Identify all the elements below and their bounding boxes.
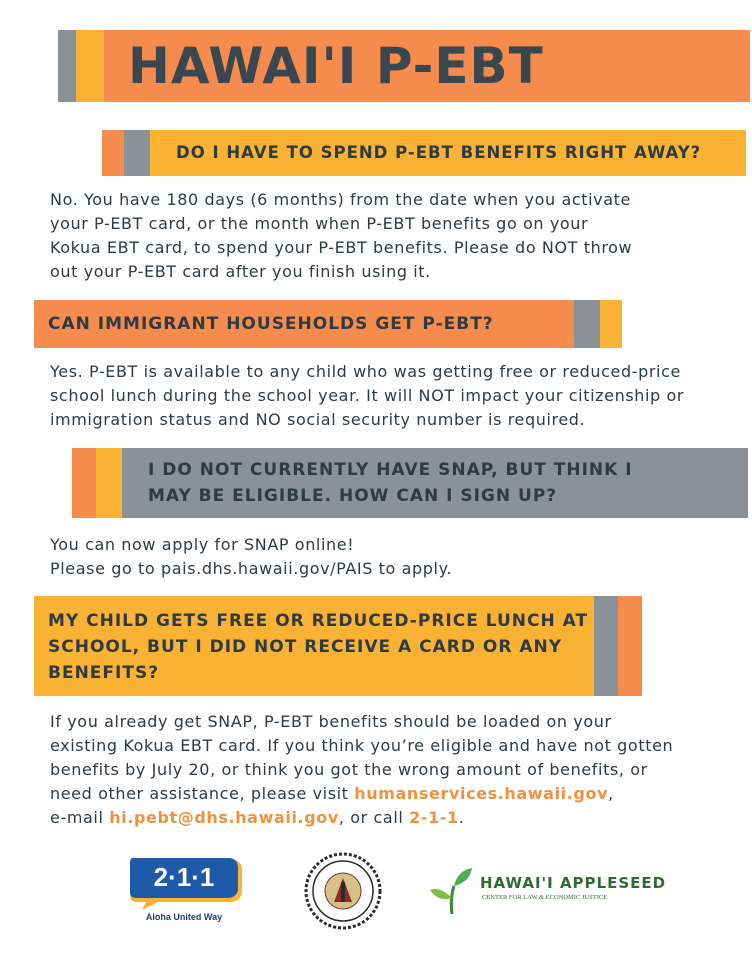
s4-heading-line: MY CHILD GETS FREE OR REDUCED-PRICE LUNCH AT xyxy=(48,611,589,631)
s1-line: out your P-EBT card after you finish using it. xyxy=(50,262,431,281)
s4-line xyxy=(50,782,673,806)
title-accent-gray xyxy=(58,30,76,102)
s3-heading-line: MAY BE ELIGIBLE. HOW CAN I SIGN UP? xyxy=(148,486,558,506)
s4-heading-line: SCHOOL, BUT I DID NOT RECEIVE A CARD OR ANY xyxy=(48,637,563,657)
sprout-icon xyxy=(428,864,476,916)
s4-accent-gray xyxy=(594,596,618,696)
s1-body xyxy=(50,188,632,284)
s2-line: Yes. P-EBT is available to any child who was getting free or reduced-price xyxy=(50,362,681,381)
s2-line: immigration status and NO social security number is required. xyxy=(50,410,586,429)
s2-accent-gray xyxy=(574,300,600,348)
s3-heading-line: I DO NOT CURRENTLY HAVE SNAP, BUT THINK I xyxy=(148,460,633,480)
appleseed-subtitle: CENTER FOR LAW & ECONOMIC JUSTICE xyxy=(482,894,608,901)
s2-line: school lunch during the school year. It will NOT impact your citizenship or xyxy=(50,386,685,405)
s2-heading: CAN IMMIGRANT HOUSEHOLDS GET P-EBT? xyxy=(48,314,494,334)
s3-heading xyxy=(148,457,633,509)
s1-accent-gray xyxy=(124,130,150,176)
phone-link[interactable]: 2-1-1 xyxy=(409,808,459,827)
s4-text: e-mail xyxy=(50,808,110,827)
appleseed-logo xyxy=(428,864,668,924)
s4-line: existing Kokua EBT card. If you think you’re eligible and have not gotten xyxy=(50,736,674,755)
s3-accent-orange xyxy=(72,448,96,518)
logo-211 xyxy=(128,856,246,928)
s1-line: your P-EBT card, or the month when P-EBT benefits go on your xyxy=(50,214,589,233)
s4-text: , or call xyxy=(338,808,410,827)
s4-text: . xyxy=(458,808,465,827)
s2-accent-yellow xyxy=(600,300,622,348)
logo-211-number: 2·1·1 xyxy=(153,862,215,892)
s1-accent-orange xyxy=(102,130,124,176)
s3-body xyxy=(50,533,452,581)
s4-body xyxy=(50,710,673,830)
s4-heading xyxy=(48,608,588,686)
s4-line: benefits by July 20, or think you got the wrong amount of benefits, or xyxy=(50,760,648,779)
s1-heading: DO I HAVE TO SPEND P-EBT BENEFITS RIGHT AWAY? xyxy=(176,143,702,162)
logo-211-caption: Aloha United Way xyxy=(145,912,223,922)
appleseed-name: HAWAI'I APPLESEED xyxy=(480,874,667,892)
s4-text: need other assistance, please visit xyxy=(50,784,355,803)
s3-line: You can now apply for SNAP online! xyxy=(50,535,355,554)
page-title: HAWAI'I P-EBT xyxy=(128,37,544,95)
s4-accent-orange xyxy=(618,596,642,696)
s2-body xyxy=(50,360,684,432)
title-accent-yellow xyxy=(76,30,104,102)
s4-line xyxy=(50,806,673,830)
s4-heading-line: BENEFITS? xyxy=(48,663,160,683)
s3-line: Please go to pais.dhs.hawaii.gov/PAIS to apply. xyxy=(50,559,453,578)
humanservices-link[interactable]: humanservices.hawaii.gov xyxy=(354,784,609,803)
dhs-seal xyxy=(304,852,382,930)
s4-line: If you already get SNAP, P-EBT benefits should be loaded on your xyxy=(50,712,612,731)
s3-accent-yellow xyxy=(96,448,122,518)
s1-line: No. You have 180 days (6 months) from the date when you activate xyxy=(50,190,631,209)
email-link[interactable]: hi.pebt@dhs.hawaii.gov xyxy=(109,808,339,827)
dhs-seal-graphic xyxy=(304,852,382,930)
s1-line: Kokua EBT card, to spend your P-EBT benefits. Please do NOT throw xyxy=(50,238,633,257)
s4-text: , xyxy=(608,784,614,803)
